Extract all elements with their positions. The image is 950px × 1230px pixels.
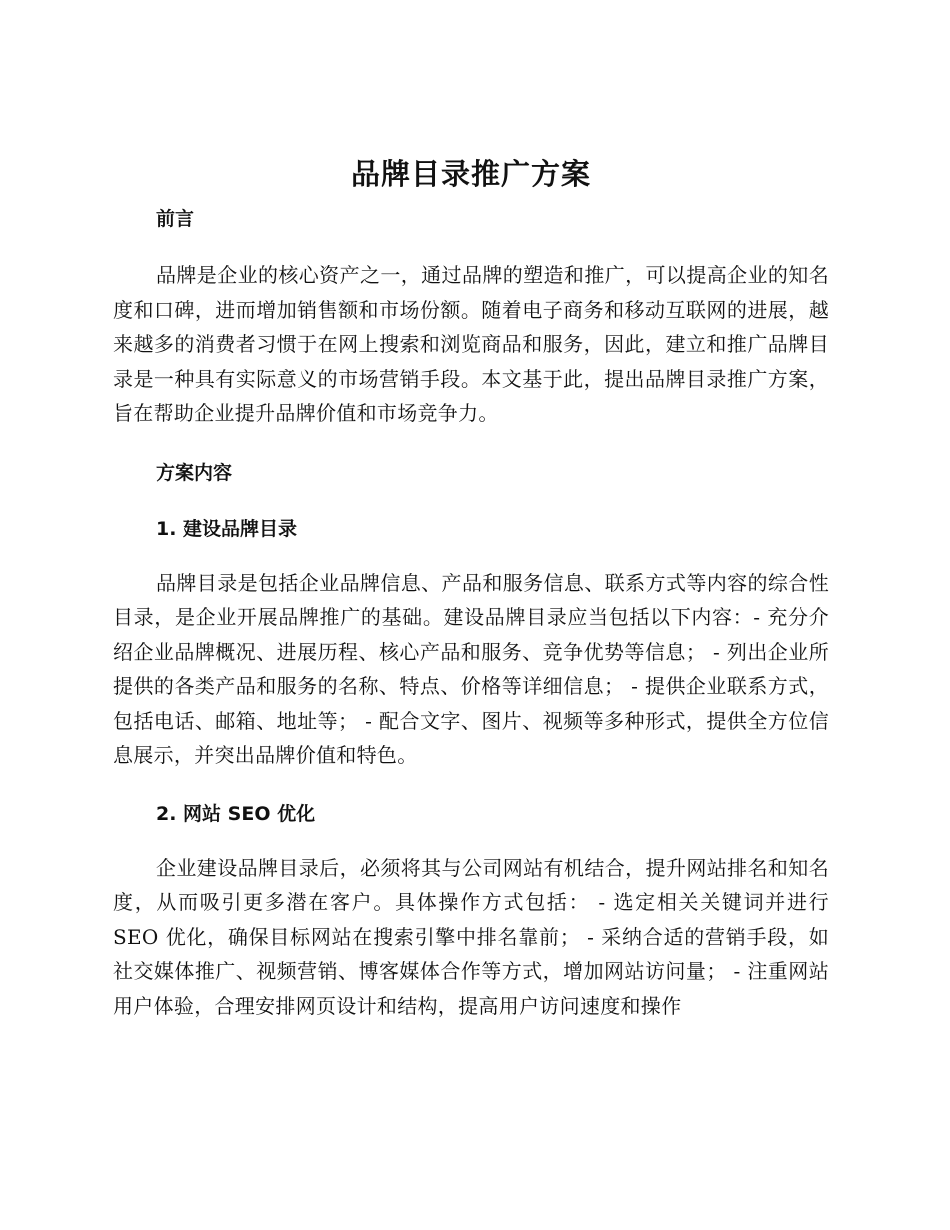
preface-paragraph: 品牌是企业的核心资产之一，通过品牌的塑造和推广，可以提高企业的知名度和口碑，进而增加销售额和市场份额。随着电子商务和移动互联网的进展，越来越多的消费者习惯于在网上搜索和浏览商品和服务，因此，建立和推广品牌目录是一种具有实际意义的市场营销手段。本文基于此，提出品牌目录推广方案，旨在帮助企业提升品牌价值和市场竞争力。 bbox=[113, 263, 829, 425]
section-1-paragraph: 品牌目录是包括企业品牌信息、产品和服务信息、联系方式等内容的综合性目录，是企业开展品牌推广的基础。建设品牌目录应当包括以下内容：- 充分介绍企业品牌概况、进展历程、核心产品和服务、竞争优势等信息； - 列出企业所提供的各类产品和服务的名称、特点、价格等详细信息； - 提供企业联系方式，包括电话、邮箱、地址等； - 配合文字、图片、视频等多种形式，提供全方位信息展示，并突出品牌价值和特色。 bbox=[113, 570, 829, 767]
document-title: 品牌目录推广方案 bbox=[350, 157, 591, 191]
section-2-paragraph: 企业建设品牌目录后，必须将其与公司网站有机结合，提升网站排名和知名度，从而吸引更多潜在客户。具体操作方式包括： - 选定相关关键词并进行 SEO 优化，确保目标网站在搜索引擎中排名靠前； - 采纳合适的营销手段，如社交媒体推广、视频营销、博客媒体合作等方式，增加网站访问量； - 注重网站用户体验，合理安排网页设计和结构，提高用户访问速度和操作 bbox=[113, 855, 829, 1018]
section-1-heading: 1. 建设品牌目录 bbox=[156, 517, 298, 540]
plan-content-heading: 方案内容 bbox=[156, 461, 233, 484]
preface-heading: 前言 bbox=[156, 208, 195, 230]
section-2-heading: 2. 网站 SEO 优化 bbox=[156, 802, 316, 825]
